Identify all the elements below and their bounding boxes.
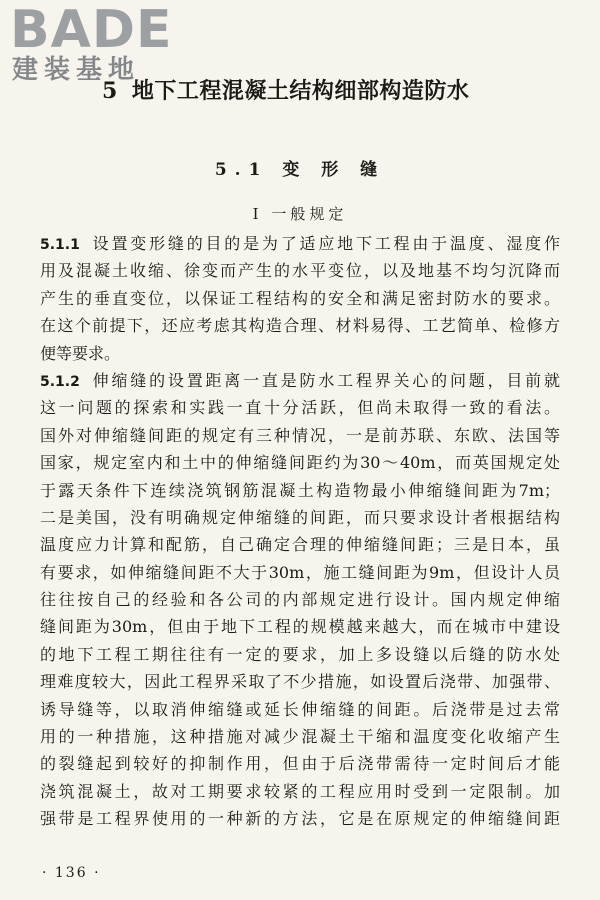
- chapter-number: 5: [102, 78, 118, 104]
- body-text: [40, 230, 560, 833]
- clause-number: 5.1.1: [40, 237, 80, 253]
- chapter-heading: [102, 76, 522, 106]
- paragraph-line: 缝间距为30m，但由于地下工程的规模越来越大，而在城市中建设: [40, 617, 560, 637]
- paragraph-line: 国家，规定室内和土中的伸缩缝间距约为30～40m，而英国规定处: [40, 453, 560, 473]
- clause-number: 5.1.2: [40, 373, 80, 390]
- paragraph-line: 的裂缝起到较好的抑制作用，但由于后浇带需待一定时间后才能: [40, 754, 560, 774]
- page-number: · 136 ·: [42, 865, 101, 881]
- paragraph-line: 这一问题的探索和实践一直十分活跃，但尚未取得一致的看法。: [40, 398, 560, 418]
- line-text: 设置变形缝的目的是为了适应地下工程由于温度、湿度作: [89, 234, 560, 253]
- paragraph-line: 便等要求。: [40, 343, 121, 363]
- section-heading: 5.1 变 形 缝: [214, 160, 386, 180]
- paragraph-line: 往往按自己的经验和各公司的内部规定进行设计。国内规定伸缩: [40, 590, 560, 610]
- paragraph-line: 强带是工程界使用的一种新的方法，它是在原规定的伸缩缝间距: [40, 809, 560, 829]
- paragraph-line: 用及混凝土收缩、徐变而产生的水平变位，以及地基不均匀沉降而: [40, 261, 560, 281]
- paragraph-line: [40, 367, 560, 394]
- paragraph-line: [40, 230, 560, 257]
- paragraph-line: 诱导缝等，以取消伸缩缝或延长伸缩缝的间距。后浇带是过去常: [40, 699, 560, 719]
- watermark-logo-chinese: 建装基地: [12, 55, 141, 85]
- paragraph-line: 的地下工程工期往往有一定的要求，加上多设缝以后缝的防水处: [40, 644, 560, 664]
- chapter-title: 地下工程混凝土结构细部构造防水: [131, 78, 470, 104]
- paragraph-line: 理难度较大，因此工程界采取了不少措施，如设置后浇带、加强带、: [40, 672, 560, 692]
- paragraph-line: 在这个前提下，还应考虑其构造合理、材料易得、工艺简单、检修方: [40, 316, 560, 336]
- paragraph-line: 用的一种措施，这种措施对减少混凝土干缩和温度变化收缩产生: [40, 727, 560, 747]
- paragraph-line: 产生的垂直变位，以保证工程结构的安全和满足密封防水的要求。: [40, 288, 560, 308]
- paragraph-line: 浇筑混凝土，故对工期要求较紧的工程应用时受到一定限制。加: [40, 781, 560, 801]
- paragraph-line: 于露天条件下连续浇筑钢筋混凝土构造物最小伸缩缝间距为7m；: [40, 480, 560, 500]
- paragraph-line: 有要求，如伸缩缝间距不大于30m，施工缝间距为9m，但设计人员: [40, 562, 560, 582]
- paragraph-line: 二是美国，没有明确规定伸缩缝的间距，而只要求设计者根据结构: [40, 507, 560, 527]
- subsection-heading: Ⅰ 一般规定: [252, 205, 348, 223]
- watermark-logo-latin: BADE: [10, 0, 173, 60]
- line-text: 伸缩缝的设置距离一直是防水工程界关心的问题，目前就: [89, 370, 560, 390]
- paragraph-line: 国外对伸缩缝间距的规定有三种情况，一是前苏联、东欧、法国等: [40, 425, 560, 445]
- paragraph-line: 温度应力计算和配筋，自己确定合理的伸缩缝间距；三是日本，虽: [40, 535, 560, 555]
